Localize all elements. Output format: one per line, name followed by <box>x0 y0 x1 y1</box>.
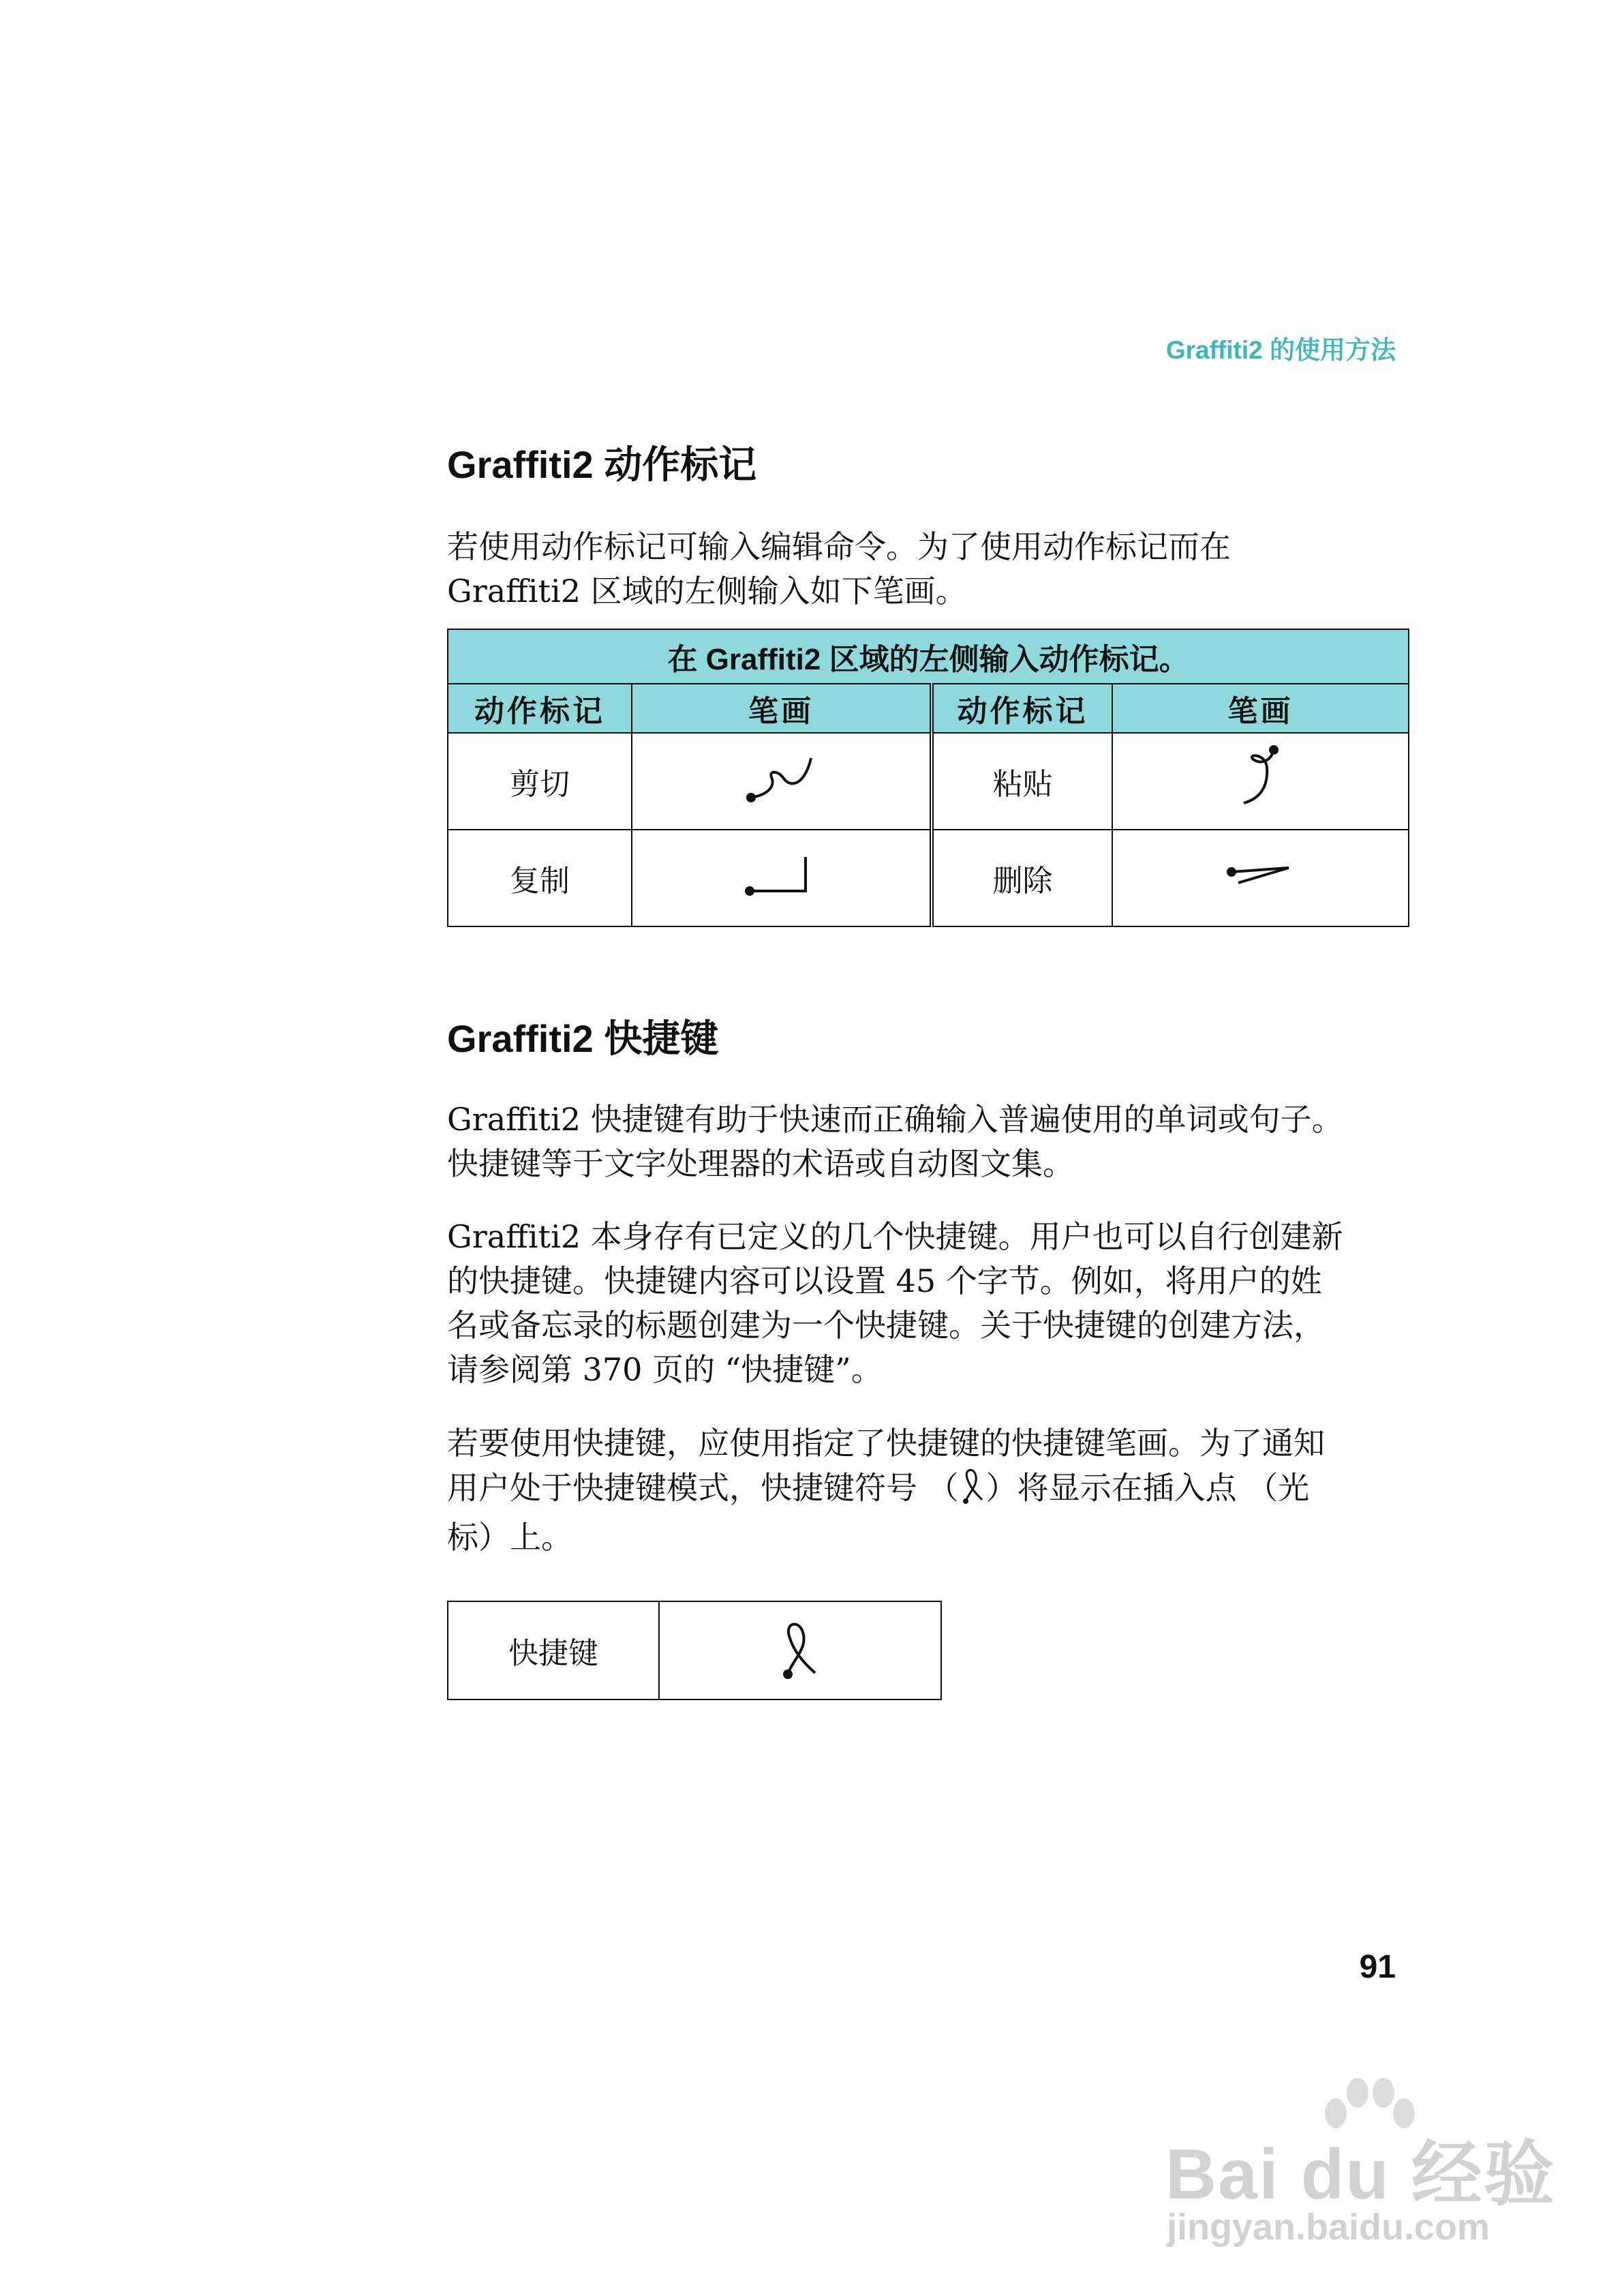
stroke-cell <box>659 1601 941 1700</box>
column-header: 动作标记 <box>932 684 1112 733</box>
watermark-url: jingyan.baidu.com <box>1167 2207 1490 2248</box>
stroke-cell <box>632 830 932 926</box>
intro-line: 若使用动作标记可输入编辑命令。为了使用动作标记而在 <box>447 528 1231 565</box>
text-line: Graffiti2 本身存有已定义的几个快捷键。用户也可以自行创建新 <box>447 1218 1343 1255</box>
shortcuts-paragraph-3 <box>447 1421 1401 1560</box>
text-line: 标）上。 <box>447 1519 572 1556</box>
paste-stroke-icon <box>1223 740 1298 815</box>
section-heading-action-marks: Graffiti2 动作标记 <box>447 443 757 486</box>
stroke-cell <box>632 733 932 830</box>
running-header: Graffiti2 的使用方法 <box>1165 336 1396 364</box>
table-row <box>448 733 1409 830</box>
delete-stroke-icon <box>1223 854 1298 895</box>
column-header: 笔画 <box>632 684 932 733</box>
shortcut-symbol-icon <box>959 1466 986 1515</box>
action-label-delete: 删除 <box>932 830 1112 926</box>
text-fragment: 用户处于快捷键模式，快捷键符号 （ <box>447 1469 959 1507</box>
text-line: 快捷键等于文字处理器的术语或自动图文集。 <box>447 1145 1074 1182</box>
action-label-cut: 剪切 <box>448 733 632 830</box>
stroke-cell <box>1112 733 1409 830</box>
watermark-brand: Bai du 经验 <box>1165 2135 1556 2214</box>
action-label-copy: 复制 <box>448 830 632 926</box>
column-header: 动作标记 <box>448 684 632 733</box>
text-line: 名或备忘录的标题创建为一个快捷键。关于快捷键的创建方法， <box>447 1307 1325 1344</box>
section-heading-shortcuts: Graffiti2 快捷键 <box>447 1017 719 1060</box>
shortcuts-paragraph-2 <box>447 1215 1401 1392</box>
text-fragment: ）将显示在插入点 （光 <box>985 1469 1310 1507</box>
copy-stroke-icon <box>740 847 822 902</box>
action-marks-intro <box>447 525 1401 614</box>
shortcuts-paragraph-1 <box>447 1098 1401 1186</box>
page-number: 91 <box>1359 1949 1396 1985</box>
table-row <box>448 1601 941 1700</box>
text-line: 若要使用快捷键，应使用指定了快捷键的快捷键笔画。为了通知 <box>447 1425 1325 1462</box>
column-header: 笔画 <box>1112 684 1409 733</box>
stroke-cell <box>1112 830 1409 926</box>
text-line: 的快捷键。快捷键内容可以设置 45 个字节。例如，将用户的姓 <box>447 1263 1322 1299</box>
action-marks-table <box>447 629 1409 927</box>
shortcut-stroke-icon <box>773 1613 827 1681</box>
table-caption: 在 Graffiti2 区域的左侧输入动作标记。 <box>448 629 1409 684</box>
cut-stroke-icon <box>740 747 822 809</box>
text-line: Graffiti2 快捷键有助于快速而正确输入普遍使用的单词或句子。 <box>447 1101 1343 1138</box>
shortcut-label: 快捷键 <box>448 1601 659 1700</box>
table-row <box>448 830 1409 926</box>
intro-line: Graffiti2 区域的左侧输入如下笔画。 <box>447 573 967 609</box>
text-line <box>447 1466 1401 1515</box>
text-line: 请参阅第 370 页的 “快捷键”。 <box>447 1351 883 1388</box>
action-label-paste: 粘贴 <box>932 733 1112 830</box>
shortcut-stroke-table <box>447 1601 942 1700</box>
